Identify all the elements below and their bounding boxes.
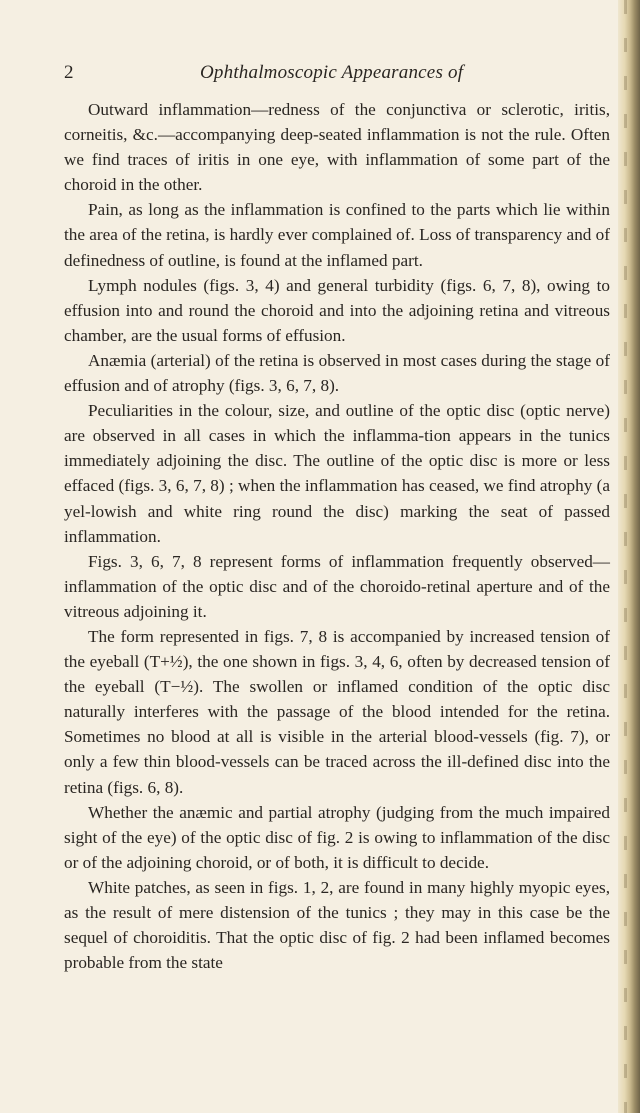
page-edge-shadow [618, 0, 640, 1113]
running-title: Ophthalmoscopic Appearances of [200, 62, 464, 83]
body-text [64, 97, 610, 975]
paragraph-lymph-nodules: Lymph nodules (figs. 3, 4) and general turbidity (figs. 6, 7, 8), owing to effusion into and round the choroid and into the adjoining retina and vitreous chamber, are the usual forms of effusion. [64, 275, 610, 345]
paragraph-anaemic-atrophy: Whether the anæmic and partial atrophy (judging from the much impaired sight of the eye) of the optic disc of fig. 2 is owing to inflammation of the disc or of the adjoining choroid, or of both, it is difficult to decide. [64, 802, 610, 872]
paragraph-outward-inflammation: Outward inflammation—redness of the conjunctiva or sclerotic, iritis, corneitis, &c.—accompanying deep-seated inflammation is not the rule. Often we find traces of iritis in one eye, with inflammation of some part of the choroid in the other. [64, 100, 610, 195]
paragraph-tension: The form represented in figs. 7, 8 is accompanied by increased tension of the eyeball (T+½), the one shown in figs. 3, 4, 6, often by decreased tension of the eyeball (T−½). The swollen or inflamed condition of the optic disc naturally interferes with the passage of the blood intended for the retina. Sometimes no blood at all is visible in the arterial blood-vessels (fig. 7), or only a few thin blood-vessels can be traced across the ill-defined disc into the retina (figs. 6, 8). [64, 626, 610, 797]
paragraph-figs-3-6-7-8: Figs. 3, 6, 7, 8 represent forms of inflammation frequently observed—inflammation of the optic disc and of the choroido-retinal aperture and of the vitreous adjoining it. [64, 551, 610, 621]
page-number: 2 [64, 62, 74, 83]
page-header [64, 62, 610, 90]
paragraph-anaemia: Anæmia (arterial) of the retina is observed in most cases during the stage of effusion and of atrophy (figs. 3, 6, 7, 8). [64, 350, 610, 396]
paragraph-white-patches: White patches, as seen in figs. 1, 2, are found in many highly myopic eyes, as the result of mere distension of the tunics ; they may in this case be the sequel of choroiditis. That the optic disc of fig. 2 had been inflamed becomes probable from the state [64, 877, 610, 973]
paragraph-optic-disc-peculiarities: Peculiarities in the colour, size, and outline of the optic disc (optic nerve) are observed in all cases in which the inflamma-tion appears in the tunics immediately adjoining the disc. The outline of the optic disc is more or less effaced (figs. 3, 6, 7, 8) ; when the inflammation has ceased, we find atrophy (a yel-lowish and white ring round the disc) marking the seat of passed inflammation. [64, 401, 610, 546]
paragraph-pain: Pain, as long as the inflammation is confined to the parts which lie within the area of the retina, is hardly ever complained of. Loss of transparency and of definedness of outline, is found at the inflamed part. [64, 200, 610, 270]
